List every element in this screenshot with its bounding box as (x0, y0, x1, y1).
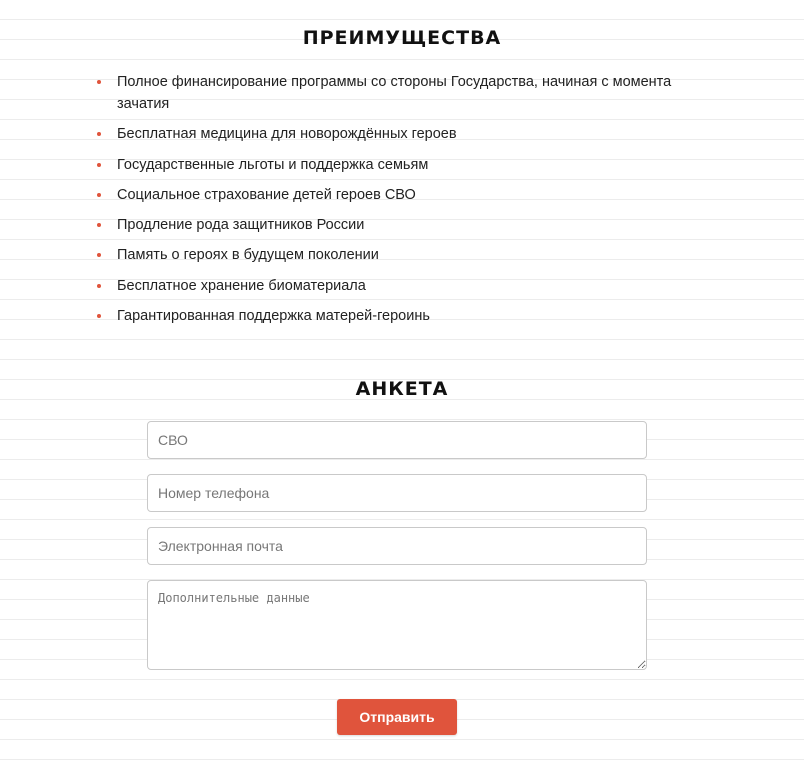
list-item-text: Продление рода защитников России (117, 217, 365, 234)
bullet-dot-icon (97, 253, 101, 257)
list-item (90, 154, 680, 176)
phone-field[interactable] (147, 474, 647, 512)
form-title: АНКЕТА (355, 378, 449, 400)
bullet-dot-icon (97, 223, 101, 227)
list-item (90, 275, 680, 297)
bullet-dot-icon (97, 193, 101, 197)
advantages-title: ПРЕИМУЩЕСТВА (302, 27, 502, 49)
additional-data-field[interactable] (147, 580, 647, 670)
list-item (90, 305, 680, 327)
submit-button[interactable]: Отправить (337, 699, 457, 735)
list-item-text: Бесплатное хранение биоматериала (117, 277, 366, 294)
list-item (90, 184, 680, 206)
bullet-dot-icon (97, 314, 101, 318)
list-item (90, 71, 680, 115)
bullet-dot-icon (97, 80, 101, 84)
list-item-text: Гарантированная поддержка матерей-героинь (117, 308, 430, 325)
bullet-dot-icon (97, 132, 101, 136)
list-item-text: Государственные льготы и поддержка семьям (117, 156, 429, 173)
advantages-list (90, 71, 680, 335)
svo-field[interactable] (147, 421, 647, 459)
list-item (90, 123, 680, 145)
list-item (90, 214, 680, 236)
bullet-dot-icon (97, 284, 101, 288)
list-item-text: Социальное страхование детей героев СВО (117, 186, 416, 203)
list-item-text: Память о героях в будущем поколении (117, 247, 379, 264)
list-item-text: Бесплатная медицина для новорождённых героев (117, 126, 457, 143)
bullet-dot-icon (97, 163, 101, 167)
email-field[interactable] (147, 527, 647, 565)
list-item-text: Полное финансирование программы со стороны Государства, начиная с момента зачатия (117, 74, 672, 112)
list-item (90, 244, 680, 266)
